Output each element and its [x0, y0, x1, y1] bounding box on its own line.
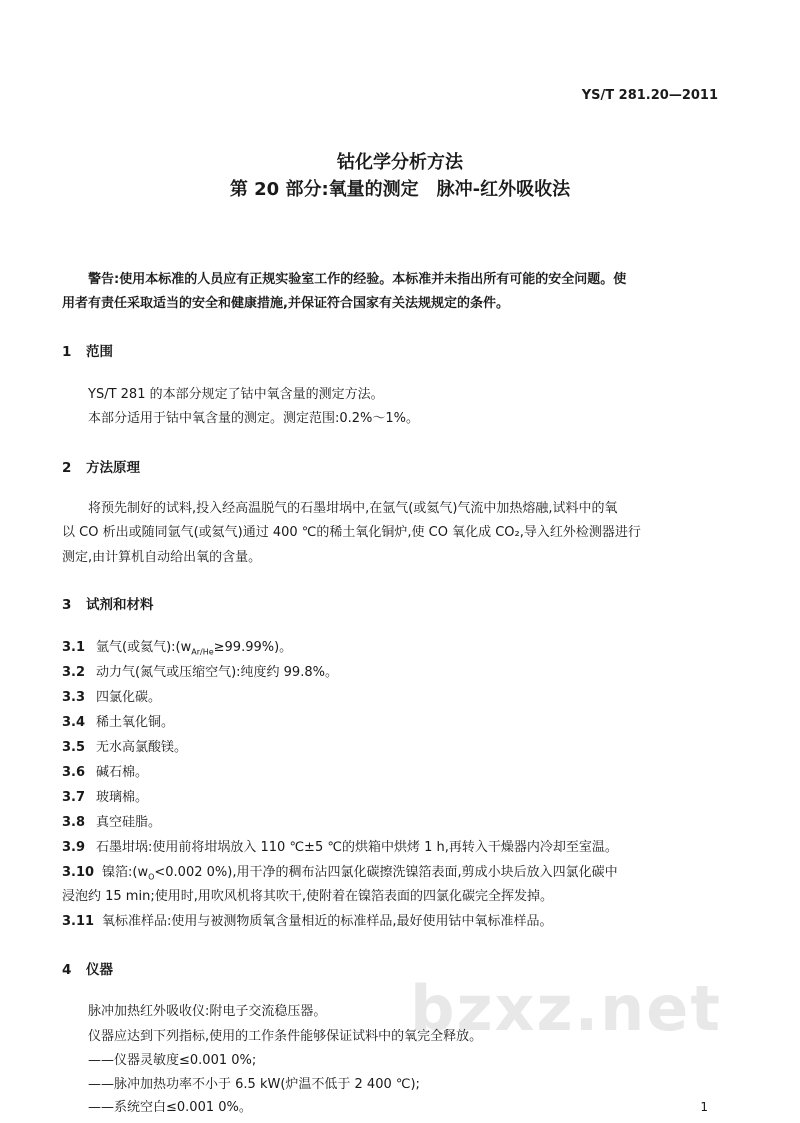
- section-4-heading: 4 仪器: [62, 962, 113, 978]
- item-3-8: 3.8 真空硅脂。: [62, 815, 162, 830]
- s1-line-2: 本部分适用于钴中氧含量的测定。测定范围:0.2%～1%。: [88, 411, 420, 426]
- item-3-6: 3.6 碱石棉。: [62, 765, 149, 780]
- item-3-9: 3.9 石墨坩埚:使用前将坩埚放入 110 ℃±5 ℃的烘箱中烘烤 1 h,再转入干燥器内冷却至室温。: [62, 840, 618, 855]
- s4-line-2: 仪器应达到下列指标,使用的工作条件能够保证试料中的氧完全释放。: [88, 1029, 483, 1044]
- standard-number: YS/T 281.20—2011: [581, 88, 718, 103]
- item-3-10-cont: 浸泡约 15 min;使用时,用吹风机将其吹干,使附着在镍箔表面的四氯化碳完全挥发掉。: [62, 889, 553, 904]
- warning-line-2: 用者有责任采取适当的安全和健康措施,并保证符合国家有关法规规定的条件。: [62, 296, 509, 311]
- item-3-10: 3.10 镍箔$:(w_O<0.002$ 0%),用干净的稠布沾四氯化碳擦洗镍箔表面,剪成小块后放入四氯化碳中: [62, 865, 618, 882]
- watermark: bzxz.net: [410, 972, 722, 1045]
- s4-line-1: 脉冲加热红外吸收仪:附电子交流稳压器。: [88, 1004, 327, 1019]
- s1-line-1: YS/T 281 的本部分规定了钴中氧含量的测定方法。: [88, 387, 384, 402]
- s2-line-2: 以 CO 析出或随同氩气(或氦气)通过 400 ℃的稀土氧化铜炉,使 CO 氧化成 CO₂,导入红外检测器进行: [62, 525, 641, 540]
- item-3-5: 3.5 无水高氯酸镁。: [62, 740, 188, 755]
- section-3-heading: 3 试剂和材料: [62, 597, 154, 613]
- section-1-heading: 1 范围: [62, 344, 113, 360]
- s2-line-3: 测定,由计算机自动给出氧的含量。: [62, 550, 262, 565]
- title-line-1: 钴化学分析方法: [337, 152, 463, 173]
- page-number: 1: [700, 1100, 708, 1114]
- item-3-1: 3.1 氩气(或氦气)$:(w_{Ar/He}\ge 99.99\%)$。: [62, 640, 293, 657]
- warning-line-1: 警告:使用本标准的人员应有正规实验室工作的经验。本标准并未指出所有可能的安全问题。使: [88, 272, 627, 287]
- s4-line-5: ——系统空白≤0.001 0%。: [88, 1100, 252, 1115]
- item-3-3: 3.3 四氯化碳。: [62, 690, 162, 705]
- item-3-2: 3.2 动力气(氮气或压缩空气):纯度约 99.8%。: [62, 665, 338, 680]
- item-3-4: 3.4 稀土氧化铜。: [62, 715, 175, 730]
- s4-line-4: ——脉冲加热功率不小于 6.5 kW(炉温不低于 2 400 ℃);: [88, 1077, 420, 1092]
- s4-line-3: ——仪器灵敏度≤0.001 0%;: [88, 1053, 257, 1068]
- section-2-heading: 2 方法原理: [62, 460, 140, 476]
- item-3-11: 3.11 氧标准样品:使用与被测物质氧含量相近的标准样品,最好使用钴中氧标准样品。: [62, 914, 553, 929]
- item-3-7: 3.7 玻璃棉。: [62, 790, 149, 805]
- title-line-2: 第 20 部分:氧量的测定 脉冲-红外吸收法: [229, 179, 571, 200]
- s2-line-1: 将预先制好的试料,投入经高温脱气的石墨坩埚中,在氩气(或氦气)气流中加热熔融,试料中的氧: [88, 501, 618, 516]
